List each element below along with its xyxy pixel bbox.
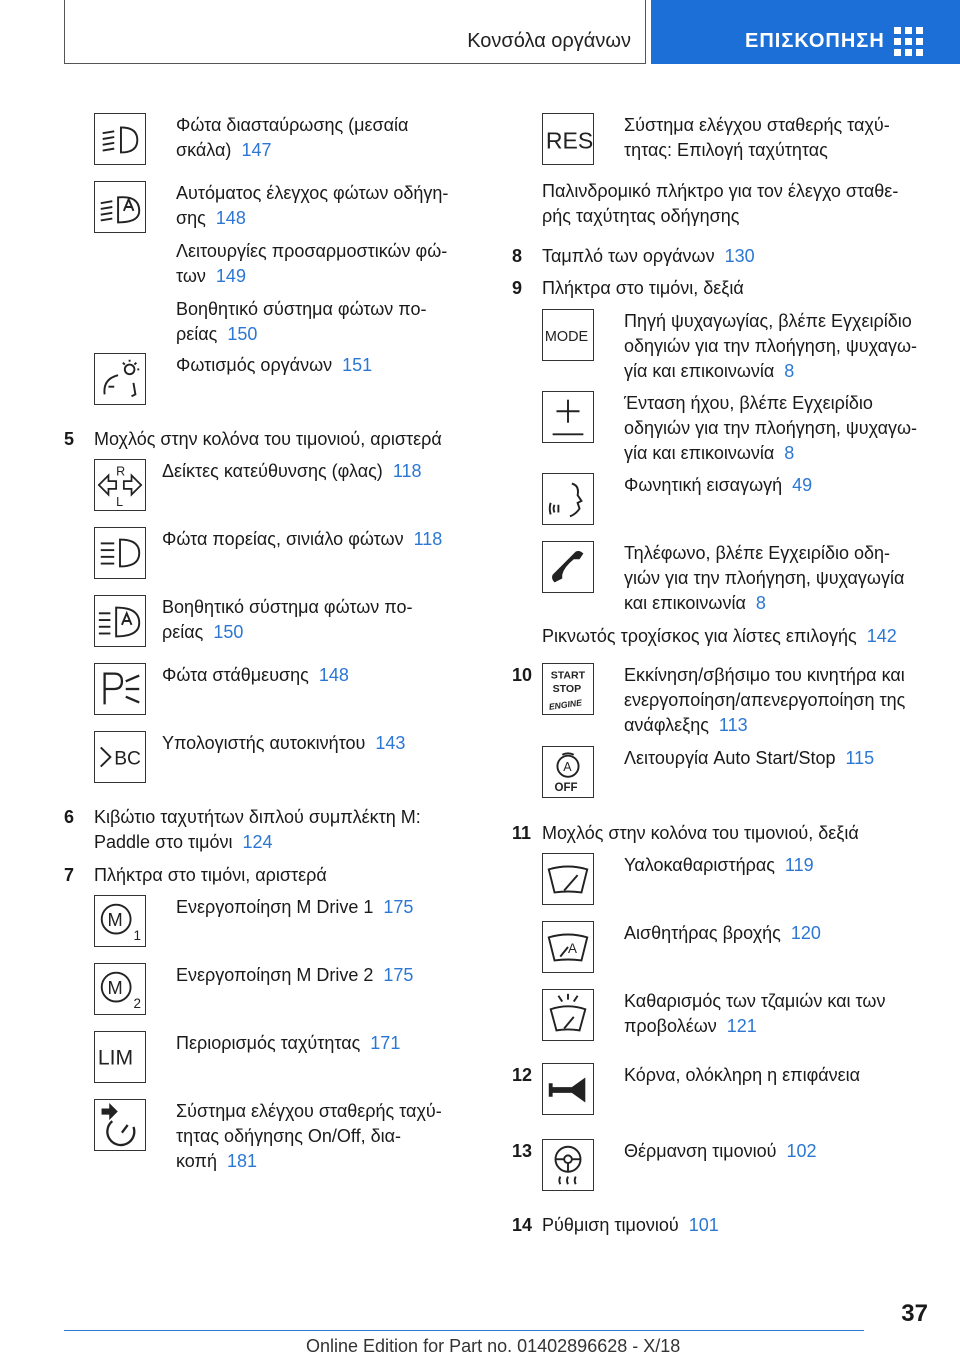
item-text: Μοχλός στην κολόνα του τιμονιού, αριστερά: [94, 429, 442, 449]
page-link[interactable]: 115: [845, 748, 875, 768]
item-text: Πηγή ψυχαγωγίας, βλέπε Εγχειρίδιο: [624, 311, 912, 331]
icon-label: LIM: [97, 1046, 134, 1070]
item-text: Εκκίνηση/σβήσιμο του κινητήρα και: [624, 665, 905, 685]
section-title: Κονσόλα οργάνων: [467, 30, 631, 52]
item-text: σκάλα): [176, 140, 232, 160]
item-text: γιών για την πλοήγηση, ψυχαγωγία: [624, 568, 905, 588]
instrument-lighting-icon: [94, 353, 146, 405]
voice-input-icon: [542, 473, 594, 525]
page-link[interactable]: 142: [866, 626, 897, 646]
item-text: προβολέων: [624, 1016, 717, 1036]
edition-note: Online Edition for Part no. 01402896628 - X/18: [306, 1336, 681, 1356]
item-text: ρείας: [176, 324, 218, 344]
item-text: Παλινδρομικό πλήκτρο για τον έλεγχο σταθε-: [542, 181, 899, 201]
page-link[interactable]: 8: [784, 443, 795, 463]
item-text: Ρύθμιση τιμονιού: [542, 1215, 679, 1235]
icon-label: BC: [114, 748, 141, 770]
low-beam-icon: [94, 113, 146, 165]
item-text: Κιβώτιο ταχυτήτων διπλού συμπλέκτη M:: [94, 807, 421, 827]
page-link[interactable]: 150: [227, 324, 258, 344]
item-text: Θέρμανση τιμονιού: [624, 1141, 777, 1161]
item-text: τητας οδήγησης On/Off, δια-: [176, 1126, 402, 1146]
item-text: και επικοινωνία: [624, 593, 746, 613]
item-text: Σύστημα ελέγχου σταθερής ταχύ-: [176, 1101, 442, 1121]
item-text: Φωτισμός οργάνων: [176, 355, 333, 375]
item-text: Αυτόματος έλεγχος φώτων οδήγη-: [176, 183, 449, 203]
item-text: Περιορισμός ταχύτητας: [176, 1033, 361, 1053]
item-text: Ταμπλό των οργάνων: [542, 246, 715, 266]
horn-icon: [542, 1063, 594, 1115]
page-link[interactable]: 118: [392, 461, 422, 481]
washer-icon: [542, 989, 594, 1041]
svg-text:L: L: [116, 495, 124, 510]
item-text: Υαλοκαθαριστήρας: [624, 855, 775, 875]
item-text: Μοχλός στην κολόνα του τιμονιού, δεξιά: [542, 823, 859, 843]
item-text: Λειτουργία Auto Start/Stop: [624, 748, 836, 768]
item-text: Κόρνα, ολόκληρη η επιφάνεια: [624, 1065, 861, 1085]
icon-label: MODE: [544, 328, 589, 345]
page-link[interactable]: 143: [375, 733, 406, 753]
item-text: Paddle στο τιμόνι: [94, 832, 233, 852]
item-text: Ένταση ήχου, βλέπε Εγχειρίδιο: [624, 393, 873, 413]
icon-label: M: [107, 908, 123, 930]
grid-menu-icon[interactable]: [894, 27, 924, 57]
steering-heating-icon: [542, 1139, 594, 1191]
item-text: Ενεργοποίηση M Drive 1: [176, 897, 374, 917]
item-text: Τηλέφωνο, βλέπε Εγχειρίδιο οδη-: [624, 543, 891, 563]
item-text: Πλήκτρα στο τιμόνι, δεξιά: [542, 278, 744, 298]
icon-label: A: [568, 940, 577, 956]
list-item: [542, 179, 942, 229]
page-link[interactable]: 119: [784, 855, 814, 875]
page-link[interactable]: 121: [726, 1016, 757, 1036]
icon-label: START: [550, 669, 586, 682]
res-button-icon: [542, 113, 594, 165]
high-beam-assist-icon: [94, 595, 146, 647]
item-text: ενεργοποίηση/απενεργοποίηση της: [624, 690, 906, 710]
item-text: ρής ταχύτητας οδήγησης: [542, 206, 740, 226]
cruise-control-icon: [94, 1099, 146, 1151]
item-text: Φωνητική εισαγωγή: [624, 475, 783, 495]
page-link[interactable]: 150: [213, 622, 244, 642]
page-link[interactable]: 147: [241, 140, 272, 160]
page-link[interactable]: 124: [242, 832, 273, 852]
page-link[interactable]: 118: [413, 529, 443, 549]
icon-label: STOP: [552, 682, 582, 695]
item-number: 10: [512, 665, 533, 685]
page-link[interactable]: 102: [786, 1141, 817, 1161]
item-number: 14: [512, 1215, 533, 1235]
m-drive-2-icon: [94, 963, 146, 1015]
mode-button-icon: [542, 309, 594, 361]
item-number: 12: [512, 1065, 533, 1085]
speed-limiter-icon: [94, 1031, 146, 1083]
parking-light-icon: [94, 663, 146, 715]
start-stop-button-icon: [542, 663, 594, 715]
page-link[interactable]: 175: [383, 897, 414, 917]
page-link[interactable]: 113: [718, 715, 748, 735]
list-item: [542, 624, 942, 649]
item-text: γία και επικοινωνία: [624, 443, 775, 463]
header-chapter-tab[interactable]: [651, 0, 960, 64]
item-text: ρείας: [162, 622, 204, 642]
auto-start-stop-icon: [542, 746, 594, 798]
chapter-title: ΕΠΙΣΚΟΠΗΣΗ: [745, 30, 885, 52]
icon-label: M: [107, 976, 123, 998]
page-link[interactable]: 130: [724, 246, 755, 266]
icon-label: ENGINE: [548, 697, 583, 712]
item-text: Φώτα στάθμευσης: [162, 665, 309, 685]
item-number: 13: [512, 1141, 533, 1161]
item-number: 6: [64, 807, 75, 827]
item-text: Ενεργοποίηση M Drive 2: [176, 965, 374, 985]
page-link[interactable]: 149: [215, 266, 246, 286]
item-text: των: [176, 266, 206, 286]
item-text: σης: [176, 208, 206, 228]
page-link[interactable]: 175: [383, 965, 414, 985]
phone-icon: [542, 541, 594, 593]
page-link[interactable]: 120: [790, 923, 821, 943]
item-text: οδηγιών για την πλοήγηση, ψυχαγω-: [624, 418, 918, 438]
m-drive-1-icon: [94, 895, 146, 947]
auto-headlight-icon: [94, 181, 146, 233]
item-number: 9: [512, 278, 523, 298]
page-link[interactable]: 49: [792, 475, 813, 495]
item-number: 8: [512, 246, 523, 266]
item-text: Ρικνωτός τροχίσκος για λίστες επιλογής: [542, 626, 857, 646]
page-link[interactable]: 151: [342, 355, 373, 375]
page-link[interactable]: 101: [688, 1215, 719, 1235]
page-number: 37: [901, 1300, 928, 1327]
high-beam-icon: [94, 527, 146, 579]
item-text: ανάφλεξης: [624, 715, 709, 735]
item-text: Φώτα διασταύρωσης (μεσαία: [176, 115, 409, 135]
item-text: Καθαρισμός των τζαμιών και των: [624, 991, 886, 1011]
volume-icon: [542, 391, 594, 443]
item-text: Δείκτες κατεύθυνσης (φλας): [162, 461, 383, 481]
icon-label: 1: [133, 928, 141, 944]
item-number: 7: [64, 865, 75, 885]
icon-label: A: [563, 760, 572, 775]
page-link[interactable]: 171: [370, 1033, 401, 1053]
item-number: 5: [64, 429, 75, 449]
wiper-icon: [542, 853, 594, 905]
turn-signal-icon: [94, 459, 146, 511]
item-text: Φώτα πορείας, σινιάλο φώτων: [162, 529, 404, 549]
icon-label: OFF: [554, 782, 578, 795]
onboard-computer-icon: [94, 731, 146, 783]
rain-sensor-icon: [542, 921, 594, 973]
page-link[interactable]: 148: [318, 665, 349, 685]
footer-divider: [64, 1330, 864, 1331]
item-text: Πλήκτρα στο τιμόνι, αριστερά: [94, 865, 327, 885]
page-link[interactable]: 8: [755, 593, 766, 613]
item-text: Βοηθητικό σύστημα φώτων πο-: [176, 299, 427, 319]
item-text: γία και επικοινωνία: [624, 361, 775, 381]
page-link[interactable]: 148: [215, 208, 246, 228]
item-text: οδηγιών για την πλοήγηση, ψυχαγω-: [624, 336, 918, 356]
item-text: Σύστημα ελέγχου σταθερής ταχύ-: [624, 115, 890, 135]
item-text: Αισθητήρας βροχής: [624, 923, 781, 943]
icon-label: 2: [133, 996, 141, 1012]
page-link[interactable]: 8: [784, 361, 795, 381]
page-link[interactable]: 181: [226, 1151, 258, 1171]
item-text: Λειτουργίες προσαρμοστικών φώ-: [176, 241, 448, 261]
svg-text:R: R: [116, 464, 126, 479]
icon-label: RES: [545, 127, 593, 154]
item-text: Βοηθητικό σύστημα φώτων πο-: [162, 597, 413, 617]
header-section-box: [64, 0, 646, 64]
item-text: τητας: Επιλογή ταχύτητας: [624, 140, 828, 160]
item-text: Υπολογιστής αυτοκινήτου: [162, 733, 366, 753]
item-text: κοπή: [176, 1151, 217, 1171]
item-number: 11: [512, 823, 532, 843]
